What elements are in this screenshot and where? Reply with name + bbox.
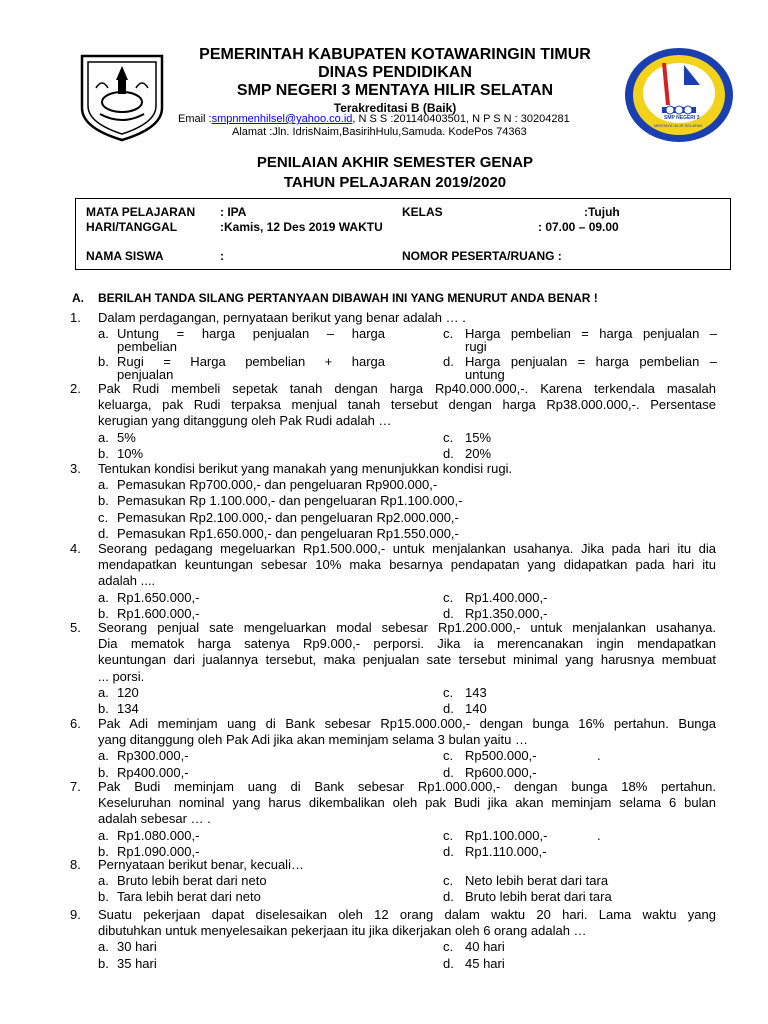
answer-option-d-letter[interactable]: d. xyxy=(443,889,454,905)
answer-option-d-letter[interactable]: d. xyxy=(443,955,454,971)
email-prefix: Email : xyxy=(178,113,212,125)
answer-option-b-letter[interactable]: b. xyxy=(98,605,109,621)
answer-option-d[interactable]: Rp600.000,- xyxy=(465,764,537,780)
answer-option-d[interactable]: Rp1.350.000,- xyxy=(465,605,548,621)
date-value: :Kamis, 12 Des 2019 WAKTU xyxy=(220,220,383,234)
answer-option-d[interactable]: Pemasukan Rp1.650.000,- dan pengeluaran Rp1.550.000,- xyxy=(117,525,459,541)
question-text-line: adalah .... xyxy=(98,573,156,589)
answer-option-d-letter[interactable]: d. xyxy=(443,843,454,859)
question-text-line: Pak Adi meminjam uang di Bank sebesar Rp15.000.000,- dengan bunga 16% pertahun. Bunga xyxy=(98,716,716,731)
answer-option-b[interactable]: 10% xyxy=(117,445,144,461)
student-name-label: NAMA SISWA xyxy=(86,249,164,263)
answer-option-d[interactable]: Rp1.110.000,- xyxy=(465,843,547,859)
answer-option-a-letter[interactable]: a. xyxy=(98,429,109,445)
school-logo-text: SMP NEGERI 3 xyxy=(664,115,700,121)
answer-option-d[interactable]: 20% xyxy=(465,445,492,461)
question-number: 3. xyxy=(70,461,81,476)
answer-option-a-letter[interactable]: a. xyxy=(98,748,109,764)
answer-option-c[interactable]: Rp500.000,- xyxy=(465,748,537,764)
question-text-line: Dalam perdagangan, pernyataan berikut yang benar adalah … . xyxy=(98,310,466,325)
answer-option-c-letter[interactable]: c. xyxy=(443,748,454,764)
exam-number-label: NOMOR PESERTA/RUANG : xyxy=(402,249,562,263)
header-department: DINAS PENDIDIKAN xyxy=(318,64,472,81)
answer-option-b-letter[interactable]: b. xyxy=(98,955,109,971)
answer-option-c[interactable]: 15% xyxy=(465,429,492,445)
exam-title: PENILAIAN AKHIR SEMESTER GENAP xyxy=(256,154,534,171)
answer-option-c[interactable]: Harga pembelian = harga penjualan – xyxy=(465,326,717,342)
answer-option-b[interactable]: Rp1.600.000,- xyxy=(117,605,200,621)
answer-option-b-letter[interactable]: b. xyxy=(98,701,109,716)
answer-option-a-letter[interactable]: a. xyxy=(98,939,109,955)
header-accreditation: Terakreditasi B (Baik) xyxy=(333,101,457,115)
section-letter: A. xyxy=(72,291,84,305)
answer-option-a-letter[interactable]: a. xyxy=(98,589,109,605)
class-label: KELAS xyxy=(402,205,443,219)
answer-option-b[interactable]: Pemasukan Rp 1.100.000,- dan pengeluaran Rp1.100.000,- xyxy=(117,493,463,509)
answer-option-d-letter[interactable]: d. xyxy=(443,701,454,716)
student-name-value: : xyxy=(220,249,224,263)
question-text-line: Seorang penjual sate mengeluarkan modal sebesar Rp1.200.000,- untuk menjalankan usahanya. xyxy=(98,620,716,635)
answer-option-d-letter[interactable]: d. xyxy=(443,764,454,780)
question-number: 6. xyxy=(70,716,81,731)
answer-option-b[interactable]: Rp1.090.000,- xyxy=(117,843,200,859)
question-number: 9. xyxy=(70,907,81,922)
answer-option-b-letter[interactable]: b. xyxy=(98,843,109,859)
answer-option-a[interactable]: Untung = harga penjualan – harga xyxy=(117,326,385,342)
answer-option-a[interactable]: Pemasukan Rp700.000,- dan pengeluaran Rp900.000,- xyxy=(117,477,438,493)
question-number: 4. xyxy=(70,541,81,556)
answer-option-b[interactable]: Rugi = Harga pembelian + harga xyxy=(117,353,385,369)
question-text-line: ... porsi. xyxy=(98,668,145,684)
header-government: PEMERINTAH KABUPATEN KOTAWARINGIN TIMUR xyxy=(199,46,591,63)
answer-option-a-letter[interactable]: a. xyxy=(98,684,109,700)
answer-option-b-letter[interactable]: b. xyxy=(98,889,109,905)
answer-option-a[interactable]: Rp1.080.000,- xyxy=(117,827,200,843)
answer-option-c-suffix: . xyxy=(597,748,601,764)
answer-option-c-letter[interactable]: c. xyxy=(98,509,109,525)
answer-option-a[interactable]: 120 xyxy=(117,684,139,700)
question-text-line: keluarga, pak Rudi terpaksa menjual tanah tersebut dengan harga Rp38.000.000,-. Persentase xyxy=(98,397,716,413)
answer-option-c[interactable]: Rp1.100.000,- xyxy=(465,827,548,843)
answer-option-c-letter[interactable]: c. xyxy=(443,326,454,342)
answer-option-d-continued[interactable]: untung xyxy=(465,366,505,382)
answer-option-c-suffix: . xyxy=(597,827,601,843)
question-number: 8. xyxy=(70,857,81,872)
answer-option-c-letter[interactable]: c. xyxy=(443,684,454,700)
answer-option-a-continued[interactable]: pembelian xyxy=(117,339,177,355)
question-text-line: mendapatkan keuntungan sebesar 10% maka besarnya pendapatan yang didapatkan pada hari itu xyxy=(98,557,716,573)
answer-option-b-letter[interactable]: b. xyxy=(98,445,109,461)
registration-numbers: , N S S :201140403501, N P S N : 30204281 xyxy=(352,113,570,125)
answer-option-a-letter[interactable]: a. xyxy=(98,477,109,493)
answer-option-a[interactable]: 5% xyxy=(117,429,136,445)
answer-option-b-letter[interactable]: b. xyxy=(98,764,109,780)
question-text-line: Pernyataan berikut benar, kecuali… xyxy=(98,857,304,872)
question-number: 1. xyxy=(70,310,81,325)
answer-option-d-letter[interactable]: d. xyxy=(443,605,454,621)
class-value: :Tujuh xyxy=(584,205,620,219)
question-text-line: Keseluruhan nominal yang harus dikembalikan oleh pak Budi jika akan meminjam selama 6 bulan xyxy=(98,795,716,811)
section-instruction: BERILAH TANDA SILANG PERTANYAAN DIBAWAH INI YANG MENURUT ANDA BENAR ! xyxy=(98,291,598,305)
question-text-line: adalah sebesar … . xyxy=(98,811,211,827)
question-text-line: yang ditanggung oleh Pak Adi jika akan meminjam selama 3 bulan yaitu … xyxy=(98,732,528,748)
answer-option-b[interactable]: 134 xyxy=(117,701,139,716)
answer-option-b[interactable]: Tara lebih berat dari neto xyxy=(117,889,261,905)
question-text-line: Pak Budi meminjam uang di Bank sebesar Rp1.000.000,- dengan bunga 18% pertahun. xyxy=(98,779,716,794)
header-contact xyxy=(178,113,570,125)
answer-option-a-letter[interactable]: a. xyxy=(98,326,109,342)
email-link[interactable]: smpnmenhilsel@yahoo.co.id xyxy=(211,113,353,125)
question-text-line: kerugian yang ditanggung oleh Pak Rudi adalah … xyxy=(98,413,392,429)
question-text-line: Pak Rudi membeli sepetak tanah dengan harga Rp40.000.000,-. Karena terkendala masalah xyxy=(98,381,716,396)
answer-option-a[interactable]: 30 hari xyxy=(117,939,157,955)
question-number: 2. xyxy=(70,381,81,396)
answer-option-c-letter[interactable]: c. xyxy=(443,873,454,889)
question-number: 7. xyxy=(70,779,81,794)
subject-value: : IPA xyxy=(220,205,247,219)
answer-option-a[interactable]: Rp1.650.000,- xyxy=(117,589,200,605)
answer-option-d[interactable]: 140 xyxy=(465,701,487,716)
answer-option-c[interactable]: 143 xyxy=(465,684,487,700)
question-text-line: Dia mematok harga satenya Rp9.000,- perporsi. Jika ia merencanakan ingin mendapatkan xyxy=(98,636,716,652)
question-text-line: Seorang pedagang megeluarkan Rp1.500.000,- untuk menjalankan usahanya. Jika pada hari itu dia xyxy=(98,541,716,556)
exam-year: TAHUN PELAJARAN 2019/2020 xyxy=(283,174,507,191)
header-school-name: SMP NEGERI 3 MENTAYA HILIR SELATAN xyxy=(236,82,554,99)
question-text-line: Suatu pekerjaan dapat diselesaikan oleh 12 orang dalam waktu 20 hari. Lama waktu yang xyxy=(98,907,716,922)
answer-option-d-letter[interactable]: d. xyxy=(443,445,454,461)
answer-option-b-letter[interactable]: b. xyxy=(98,353,109,369)
answer-option-b[interactable]: 35 hari xyxy=(117,955,157,971)
school-logo-subtext: MENTAYA HILIR SELATAN xyxy=(654,123,703,128)
answer-option-a-letter[interactable]: a. xyxy=(98,827,109,843)
answer-option-c[interactable]: 40 hari xyxy=(465,939,505,955)
question-text-line: Tentukan kondisi berikut yang manakah yang menunjukkan kondisi rugi. xyxy=(98,461,513,476)
answer-option-c-letter[interactable]: c. xyxy=(443,827,454,843)
answer-option-d[interactable]: Bruto lebih berat dari tara xyxy=(465,889,612,905)
answer-option-c-letter[interactable]: c. xyxy=(443,429,454,445)
date-label: HARI/TANGGAL xyxy=(86,220,178,234)
answer-option-b-letter[interactable]: b. xyxy=(98,493,109,509)
answer-option-c-continued[interactable]: rugi xyxy=(465,339,487,355)
answer-option-d[interactable]: Harga penjualan = harga pembelian – xyxy=(465,353,717,369)
answer-option-d[interactable]: 45 hari xyxy=(465,955,505,971)
answer-option-c[interactable]: Rp1.400.000,- xyxy=(465,589,548,605)
answer-option-d-letter[interactable]: d. xyxy=(98,525,109,541)
time-value: : 07.00 – 09.00 xyxy=(538,220,619,234)
answer-option-a[interactable]: Bruto lebih berat dari neto xyxy=(117,873,267,889)
question-text-line: dibutuhkan untuk menyelesaikan pekerjaan itu jika dikerjakan oleh 6 orang adalah … xyxy=(98,923,587,939)
answer-option-a-letter[interactable]: a. xyxy=(98,873,109,889)
answer-option-a[interactable]: Rp300.000,- xyxy=(117,748,189,764)
subject-label: MATA PELAJARAN xyxy=(86,205,196,219)
answer-option-b-continued[interactable]: penjualan xyxy=(117,366,174,382)
answer-option-d-letter[interactable]: d. xyxy=(443,353,454,369)
answer-option-b[interactable]: Rp400.000,- xyxy=(117,764,189,780)
answer-option-c-letter[interactable]: c. xyxy=(443,589,454,605)
answer-option-c[interactable]: Pemasukan Rp2.100.000,- dan pengeluaran Rp2.000.000,- xyxy=(117,509,459,525)
question-text-line: keuntungan dari jualannya tersebut, maka penjualan sate tersebut minimal yang harusnya membuat xyxy=(98,652,716,668)
header-address: Alamat :Jln. IdrisNaim,BasirihHulu,Samuda. KodePos 74363 xyxy=(232,126,527,138)
answer-option-c[interactable]: Neto lebih berat dari tara xyxy=(465,873,609,889)
question-number: 5. xyxy=(70,620,81,635)
answer-option-c-letter[interactable]: c. xyxy=(443,939,454,955)
